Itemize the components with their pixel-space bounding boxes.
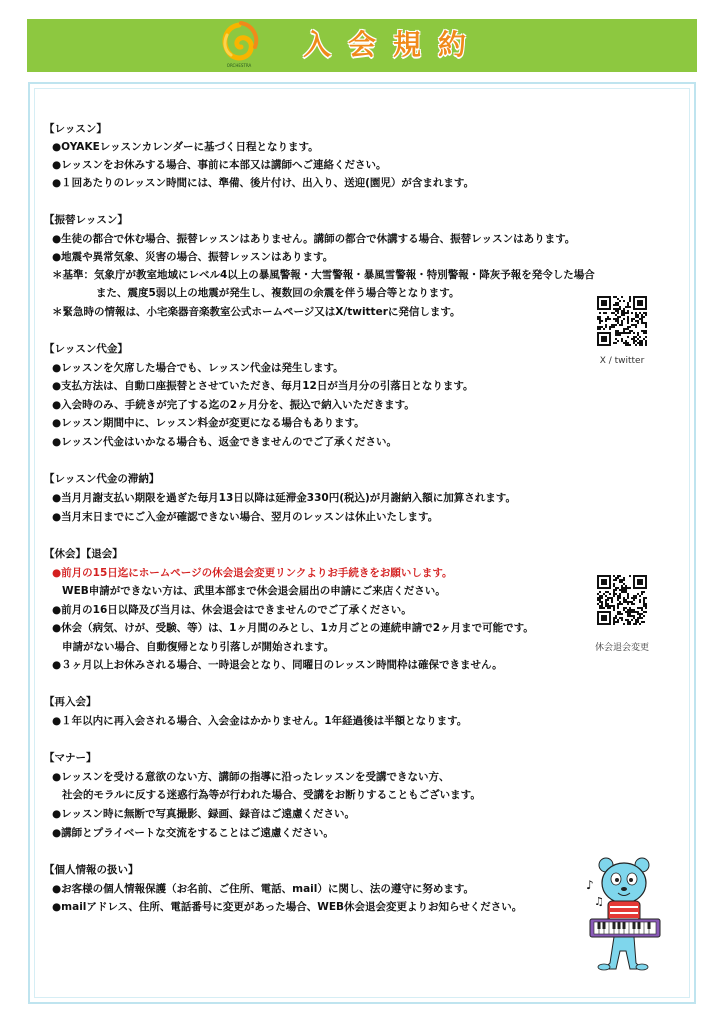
section-header-leave: 【休会】【退会】 — [44, 548, 123, 560]
section-header-makeup: 【振替レッスン】 — [44, 214, 128, 226]
list-item: ●OYAKEレッスンカレンダーに基づく日程となります。 — [52, 141, 319, 153]
svg-text:♫: ♫ — [594, 895, 604, 908]
section-header-manners: 【マナー】 — [44, 752, 97, 764]
swirl-logo-icon — [217, 21, 261, 70]
list-item: ●１回あたりのレッスン時間には、準備、後片付け、出入り、送迎(園児）が含まれます。 — [52, 177, 475, 189]
svg-text:♪: ♪ — [586, 878, 594, 892]
list-item: ●支払方法は、自動口座振替とさせていただき、毎月12日が当月分の引落日となります。 — [52, 380, 474, 392]
list-item: ●レッスンを欠席した場合でも、レッスン代金は発生します。 — [52, 362, 344, 374]
list-item: WEB申請ができない方は、武里本部まで休会退会届出の申請にご来店ください。 — [62, 585, 446, 597]
section-header-privacy: 【個人情報の扱い】 — [44, 864, 139, 876]
qr-label-leave-change: 休会退会変更 — [594, 643, 649, 653]
list-item: 申請がない場合、自動復帰となり引落しが開始されます。 — [62, 641, 335, 653]
page-title: 入会規約 — [303, 28, 484, 61]
list-item: ●レッスンを受ける意欲のない方、講師の指導に沿ったレッスンを受講できない方、 — [52, 771, 450, 783]
list-item: ●入会時のみ、手続きが完了する迄の2ヶ月分を、振込で納入いただきます。 — [52, 399, 415, 411]
list-item: ●講師とプライベートな交流をすることはご遠慮ください。 — [52, 827, 334, 839]
list-item: ＊緊急時の情報は、小宅楽器音楽教室公式ホームページ又はX/twitterに発信します。 — [52, 306, 461, 318]
qr-label-twitter: X / twitter — [599, 356, 645, 366]
list-item-highlight: ●前月の15日迄にホームページの休会退会変更リンクよりお手続きをお願いします。 — [52, 567, 453, 579]
list-item: ●レッスン期間中に、レッスン料金が変更になる場合もあります。 — [52, 417, 365, 429]
qr-code-twitter-icon[interactable] — [597, 296, 647, 346]
list-item: ●当月月謝支払い期限を過ぎた毎月13日以降は延滞金330円(税込)が月謝納入額に加算されます。 — [52, 492, 516, 504]
section-header-rejoin: 【再入会】 — [44, 696, 97, 708]
list-item: また、震度5弱以上の地震が発生し、複数回の余震を伴う場合等となります。 — [96, 287, 460, 299]
list-item: ●レッスン代金はいかなる場合も、返金できませんのでご了承ください。 — [52, 436, 398, 448]
list-item: ＊基準：気象庁が教室地域にレベル4以上の暴風警報・大雪警報・暴風雪警報・特別警報・降灰予報を発令した場合 — [52, 269, 595, 281]
list-item: ●前月の16日以降及び当月は、休会退会はできませんのでご了承ください。 — [52, 604, 412, 616]
section-header-fee: 【レッスン代金】 — [44, 343, 128, 355]
section-header-arrears: 【レッスン代金の滞納】 — [44, 473, 160, 485]
list-item: ●３ヶ月以上お休みされる場合、一時退会となり、同曜日のレッスン時間枠は確保できません。 — [52, 659, 503, 671]
list-item: ●レッスン時に無断で写真撮影、録画、録音はご遠慮ください。 — [52, 808, 356, 820]
list-item: ●生徒の都合で休む場合、振替レッスンはありません。講師の都合で休講する場合、振替レッスンはあります。 — [52, 233, 576, 245]
list-item: ●レッスンをお休みする場合、事前に本部又は講師へご連絡ください。 — [52, 159, 387, 171]
list-item: ●当月末日までにご入金が確認できない場合、翌月のレッスンは休止いたします。 — [52, 511, 439, 523]
section-header-lesson: 【レッスン】 — [44, 123, 107, 135]
logo-text: ORCHESTRA — [226, 63, 252, 68]
list-item: ●お客様の個人情報保護（お名前、ご住所、電話、mail）に関し、法の遵守に努めます。 — [52, 883, 475, 895]
qr-code-leave-change-icon[interactable] — [597, 575, 647, 625]
list-item: ●休会（病気、けが、受験、等）は、1ヶ月間のみとし、1カ月ごとの連続申請で2ヶ月まで可能です。 — [52, 622, 534, 634]
header-banner — [27, 19, 697, 72]
list-item: ●地震や異常気象、災害の場合、振替レッスンはあります。 — [52, 251, 334, 263]
list-item: 社会的モラルに反する迷惑行為等が行われた場合、受講をお断りすることもございます。 — [62, 789, 481, 801]
list-item: ●１年以内に再入会される場合、入会金はかかりません。1年経過後は半額となります。 — [52, 715, 468, 727]
list-item: ●mailアドレス、住所、電話番号に変更があった場合、WEB休会退会変更よりお知らせください。 — [52, 901, 523, 913]
bear-keyboard-mascot-icon — [582, 855, 668, 975]
